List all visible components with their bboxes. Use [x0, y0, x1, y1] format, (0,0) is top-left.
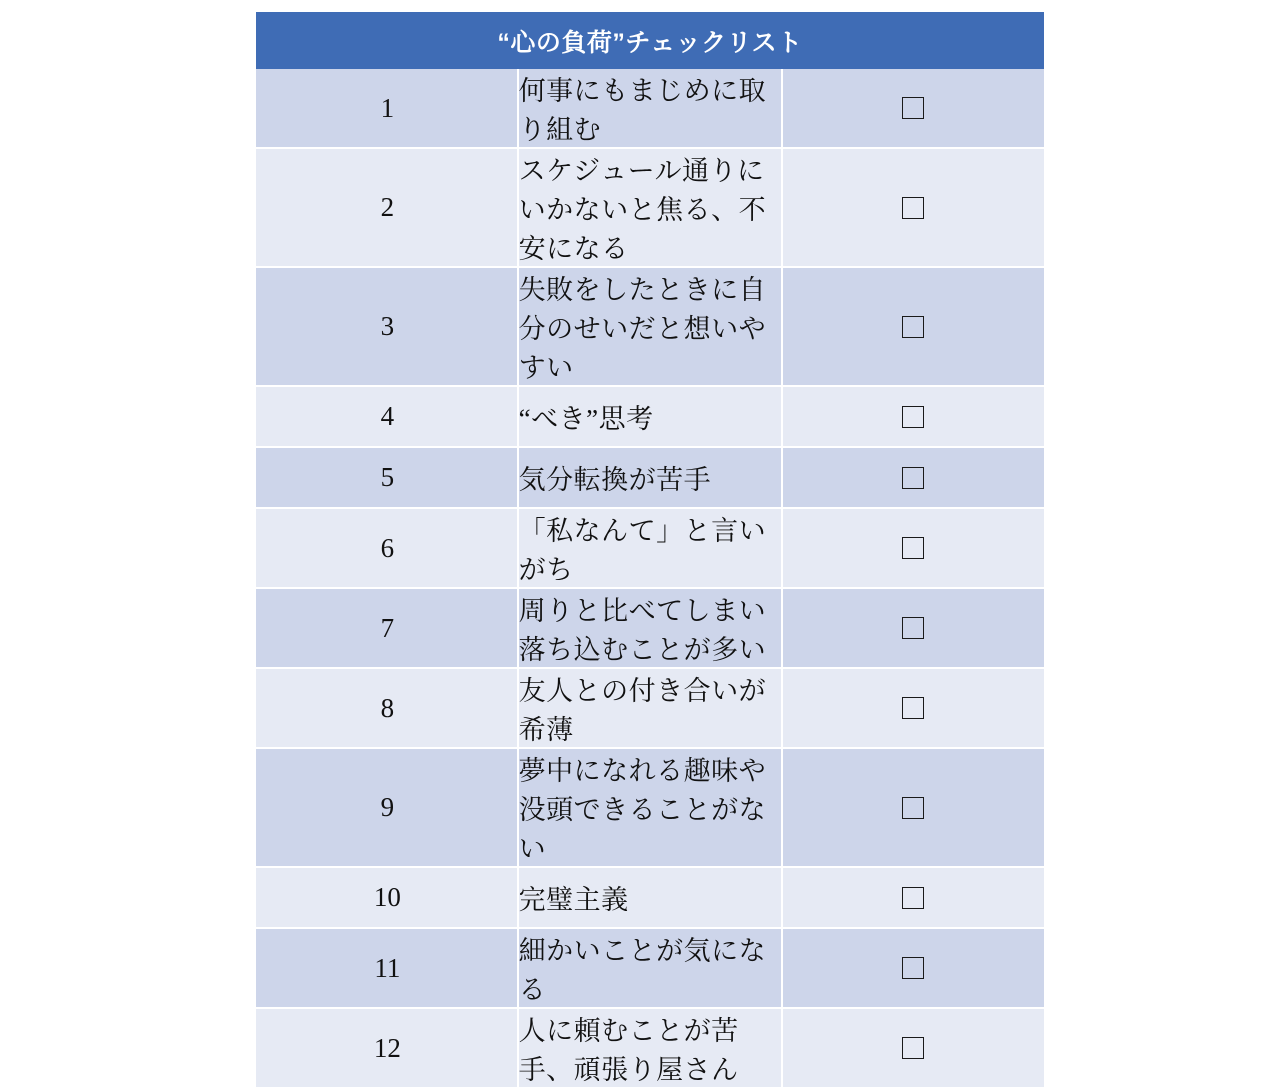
row-checkbox-cell[interactable] — [781, 589, 1044, 667]
row-number: 5 — [256, 448, 519, 507]
row-text: 人に頼むことが苦手、頑張り屋さん — [519, 1009, 782, 1087]
table-row[interactable] — [256, 387, 1044, 446]
checkbox-empty-icon[interactable] — [902, 406, 924, 428]
row-text: 何事にもまじめに取り組む — [519, 69, 782, 147]
row-text: 細かいことが気になる — [519, 929, 782, 1007]
row-number: 8 — [256, 669, 519, 747]
checkbox-empty-icon[interactable] — [902, 887, 924, 909]
table-row[interactable] — [256, 69, 1044, 147]
row-number: 7 — [256, 589, 519, 667]
row-number: 1 — [256, 69, 519, 147]
row-checkbox-cell[interactable] — [781, 669, 1044, 747]
row-number: 3 — [256, 268, 519, 385]
row-text: 周りと比べてしまい落ち込むことが多い — [519, 589, 782, 667]
row-number: 4 — [256, 387, 519, 446]
table-row[interactable] — [256, 1009, 1044, 1087]
checkbox-empty-icon[interactable] — [902, 1037, 924, 1059]
row-text: 失敗をしたときに自分のせいだと想いやすい — [519, 268, 782, 385]
table-row[interactable] — [256, 929, 1044, 1007]
table-row[interactable] — [256, 669, 1044, 747]
table-row[interactable] — [256, 749, 1044, 866]
row-number: 6 — [256, 509, 519, 587]
row-text: 夢中になれる趣味や没頭できることがない — [519, 749, 782, 866]
table-row[interactable] — [256, 448, 1044, 507]
row-text: 気分転換が苦手 — [519, 448, 782, 507]
checklist-title: “心の負荷”チェックリスト — [256, 12, 1044, 69]
table-row[interactable] — [256, 149, 1044, 266]
checklist-table-body — [256, 12, 1044, 1087]
table-row[interactable] — [256, 509, 1044, 587]
row-checkbox-cell[interactable] — [781, 509, 1044, 587]
row-text: “べき”思考 — [519, 387, 782, 446]
checkbox-empty-icon[interactable] — [902, 697, 924, 719]
checkbox-empty-icon[interactable] — [902, 797, 924, 819]
row-checkbox-cell[interactable] — [781, 448, 1044, 507]
row-number: 10 — [256, 868, 519, 927]
row-checkbox-cell[interactable] — [781, 749, 1044, 866]
row-checkbox-cell[interactable] — [781, 387, 1044, 446]
table-row[interactable] — [256, 589, 1044, 667]
row-checkbox-cell[interactable] — [781, 929, 1044, 1007]
row-text: 友人との付き合いが希薄 — [519, 669, 782, 747]
row-number: 2 — [256, 149, 519, 266]
checklist-title-row — [256, 12, 1044, 69]
row-checkbox-cell[interactable] — [781, 149, 1044, 266]
checkbox-empty-icon[interactable] — [902, 197, 924, 219]
row-text: 「私なんて」と言いがち — [519, 509, 782, 587]
checkbox-empty-icon[interactable] — [902, 316, 924, 338]
row-checkbox-cell[interactable] — [781, 69, 1044, 147]
row-checkbox-cell[interactable] — [781, 1009, 1044, 1087]
checkbox-empty-icon[interactable] — [902, 617, 924, 639]
row-number: 12 — [256, 1009, 519, 1087]
checkbox-empty-icon[interactable] — [902, 97, 924, 119]
checkbox-empty-icon[interactable] — [902, 957, 924, 979]
table-row[interactable] — [256, 268, 1044, 385]
row-checkbox-cell[interactable] — [781, 868, 1044, 927]
row-text: スケジュール通りにいかないと焦る、不安になる — [519, 149, 782, 266]
row-number: 11 — [256, 929, 519, 1007]
checkbox-empty-icon[interactable] — [902, 467, 924, 489]
row-checkbox-cell[interactable] — [781, 268, 1044, 385]
checkbox-empty-icon[interactable] — [902, 537, 924, 559]
row-text: 完璧主義 — [519, 868, 782, 927]
row-number: 9 — [256, 749, 519, 866]
table-row[interactable] — [256, 868, 1044, 927]
checklist-table — [256, 12, 1044, 1087]
